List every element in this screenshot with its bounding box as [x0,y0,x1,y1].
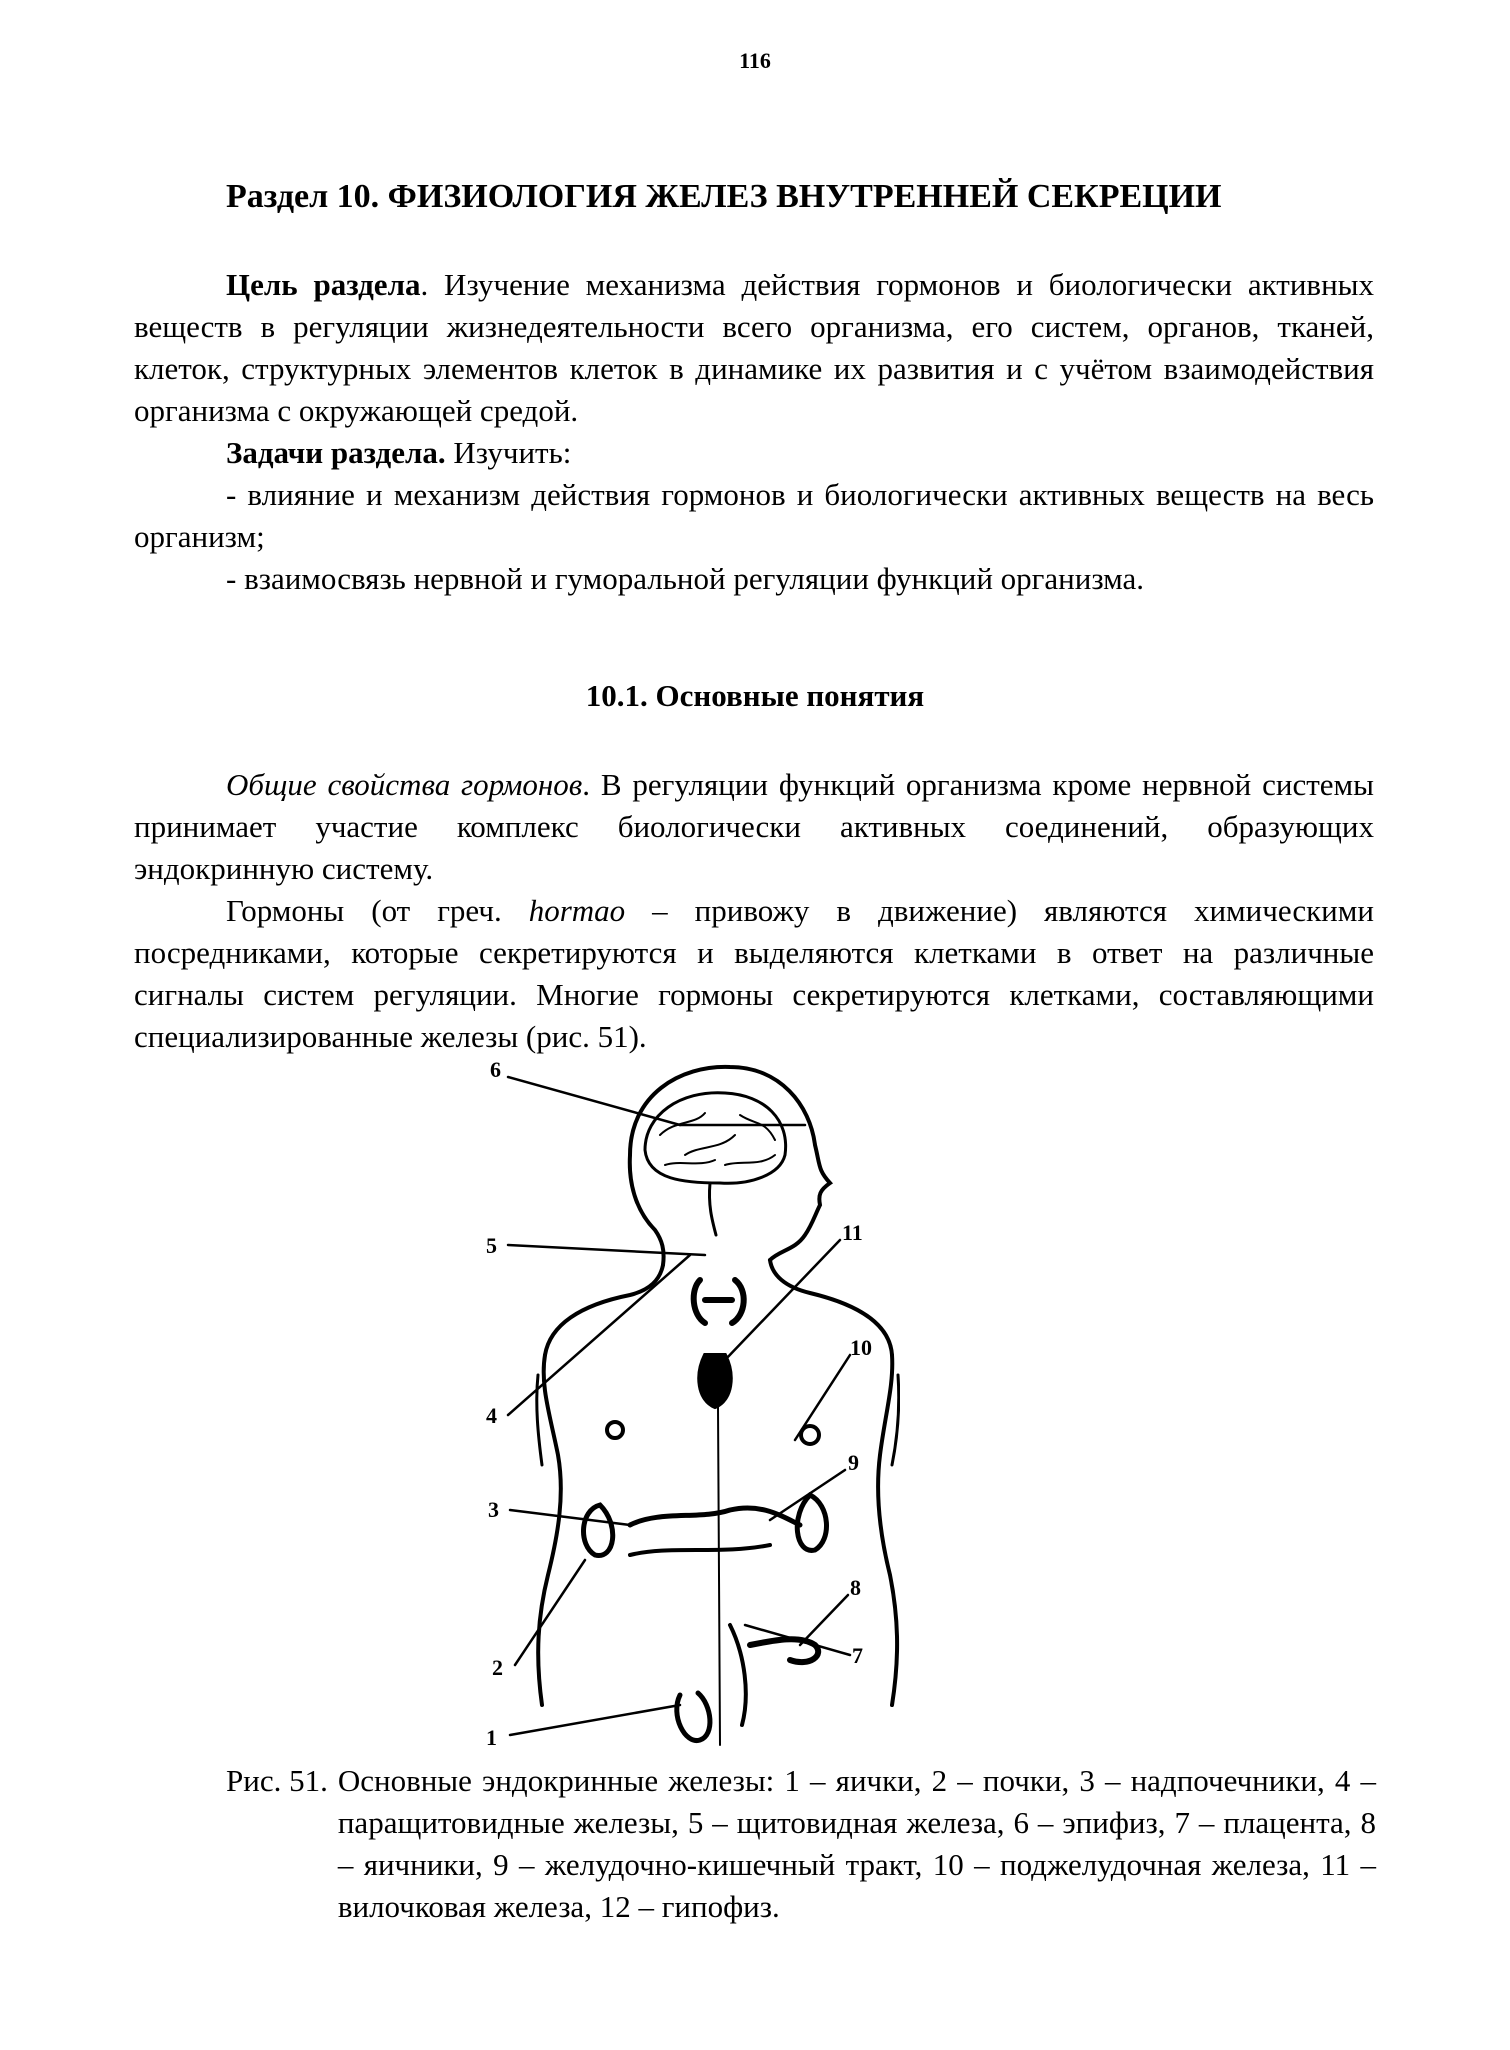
goal-label: Цель раздела [226,267,421,302]
breast-left [607,1422,623,1438]
torso-left [538,1355,561,1705]
figure-caption [226,1760,1376,1928]
tasks-paragraph [134,432,1374,474]
figure-label-1: 1 [486,1725,497,1750]
thymus-gland [699,1355,730,1407]
page-number: 116 [739,48,771,73]
figure-label-4: 4 [486,1403,497,1428]
greek-term: hormao [528,893,626,928]
testes [677,1693,710,1741]
arm-right [892,1375,899,1465]
leader-9 [770,1470,845,1520]
brainstem [709,1183,716,1235]
neck-right [770,1260,892,1355]
figure-label-6: 6 [490,1057,501,1082]
figure-label-2: 2 [492,1655,503,1680]
leader-2 [515,1560,585,1665]
leader-3 [510,1510,630,1525]
subsection-title: 10.1. Основные понятия [585,678,925,713]
paragraph-italic-lead: Общие свойства гормонов [226,767,583,802]
leader-5 [508,1245,705,1255]
figure-label-5: 5 [486,1233,497,1258]
leader-1 [510,1705,680,1735]
body-diagram [480,1055,900,1755]
figure-label-9: 9 [848,1450,859,1475]
leader-10 [795,1355,850,1440]
caption-text: Основные эндокринные железы: 1 – яички, 2 – почки, 3 – надпочечники, 4 – паращитовидные железы, 5 – щитовидная железа, 6 – эпифиз, 7 – плацента, 8 – яичники, 9 – желудочно-кишечный тракт, 10 – поджелудочная железа, 11 – вилочковая железа, 12 – гипофиз. [337,1763,1376,1924]
brain-outline [645,1093,786,1183]
thyroid-gland [694,1280,744,1323]
figure-label-8: 8 [850,1575,861,1600]
caption-label: Рис. 51. [226,1763,328,1798]
leader-4 [508,1255,690,1415]
body-midline [718,1407,720,1745]
task-item-2: - взаимосвязь нервной и гуморальной регуляции функций организма. [226,561,1145,596]
goal-paragraph [134,264,1374,432]
paragraph-hormone-properties [134,764,1374,890]
leader-8 [800,1595,848,1645]
leader-6 [508,1077,680,1125]
section-title: Раздел 10. ФИЗИОЛОГИЯ ЖЕЛЕЗ ВНУТРЕННЕЙ СЕКРЕЦИИ [226,178,1222,215]
paragraph-hormones-definition [134,890,1374,1058]
section-intro [134,264,1374,600]
figure-label-11: 11 [842,1220,863,1245]
uterus [730,1625,746,1725]
neck-left [545,1265,663,1355]
kidney-left [584,1505,613,1555]
torso-right [878,1355,897,1705]
kidney-right [797,1495,826,1550]
paragraph-1-text: . В регуляции функций организма кроме нервной системы принимает участие комплекс биологически активных соединений, образующих эндокринную систему. [134,767,1374,886]
paragraph-2-after: – привожу в движение) являются химическими посредниками, которые секретируются и выделяются клетками в ответ на различные сигналы систем регуляции. Многие гормоны секретируются клетками, составляющими специализированные железы (рис. 51). [134,893,1374,1054]
brain-folds [660,1113,775,1165]
figure-label-10: 10 [850,1335,872,1360]
paragraph-2-before: Гормоны (от греч. [226,893,529,928]
tasks-text: Изучить: [445,435,572,470]
figure-label-3: 3 [488,1497,499,1522]
goal-text: . Изучение механизма действия гормонов и биологически активных веществ в регуляции жизнедеятельности всего организма, его систем, органов, тканей, клеток, структурных элементов клеток в динамике их развития и с учётом взаимодействия организма с окружающей средой. [134,267,1374,428]
figure-label-7: 7 [852,1643,863,1668]
task-item-1: - влияние и механизм действия гормонов и биологически активных веществ на весь организм; [134,477,1374,554]
endocrine-glands-figure [480,1055,900,1755]
basic-concepts-text [134,764,1374,1058]
tasks-label: Задачи раздела. [226,435,446,470]
pancreas [630,1545,770,1555]
